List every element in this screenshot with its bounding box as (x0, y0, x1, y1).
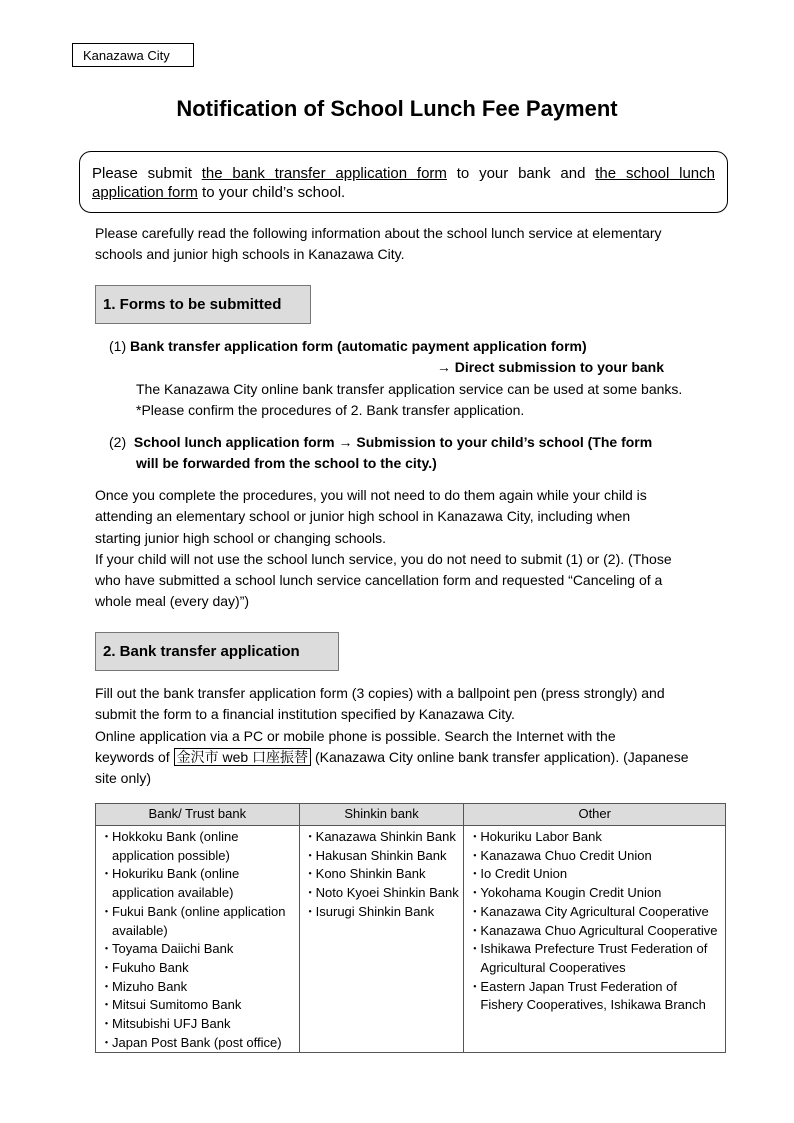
shinkin-column (299, 826, 464, 1053)
section-1-heading (95, 285, 311, 324)
bank-name: Fukuho Bank (112, 959, 189, 975)
item-1-number: (1) (109, 338, 127, 354)
bank-name: Io Credit Union (480, 866, 568, 882)
item-1-arrow: → Direct submission to your bank (436, 359, 664, 376)
item-2-line-2: will be forwarded from the school to the city.) (136, 455, 437, 472)
column-header-bank: Bank/ Trust bank (96, 804, 300, 826)
bank-name: Isurugi Shinkin Bank (315, 903, 435, 919)
bank-name: Noto Kyoei Shinkin Bank (315, 885, 459, 901)
bullet-icon: ・ (100, 903, 114, 919)
city-label-box (72, 43, 194, 67)
bank-list-item (304, 884, 460, 903)
bank-list-item (100, 865, 295, 902)
bank-name: Kanazawa Shinkin Bank (315, 829, 456, 844)
bullet-icon: ・ (468, 829, 482, 844)
bank-name: Hokuriku Bank (online application available) (112, 866, 240, 901)
bullet-icon: ・ (468, 866, 482, 882)
intro-paragraph (95, 223, 735, 266)
bank-name: Mizuho Bank (112, 978, 188, 994)
bullet-icon: ・ (468, 847, 482, 863)
table-header-row (96, 804, 726, 826)
item-2-number: (2) (109, 434, 127, 450)
column-header-other: Other (464, 804, 726, 826)
intro-line-2: schools and junior high schools in Kanazawa City. (95, 246, 405, 263)
bank-name: Eastern Japan Trust Federation of Fishery Cooperatives, Ishikawa Branch (480, 978, 706, 1013)
s1-para-line: If your child will not use the school lunch service, you do not need to submit (1) or (2). (Those (95, 550, 672, 567)
bullet-icon: ・ (100, 1016, 114, 1032)
notice-text-3: to your child’s school. (197, 184, 346, 201)
bullet-icon: ・ (303, 885, 317, 901)
bullet-icon: ・ (303, 847, 317, 863)
bullet-icon: ・ (468, 941, 482, 957)
bank-name: Hakusan Shinkin Bank (315, 847, 447, 863)
section-1-paragraph (95, 485, 735, 613)
intro-line-1: Please carefully read the following information about the school lunch service at elementary (95, 225, 662, 241)
bank-list-item (100, 903, 295, 940)
bank-name: Hokkoku Bank (online application possible) (112, 829, 239, 863)
section-2-heading-text: 2. Bank transfer application (103, 643, 300, 660)
bullet-icon: ・ (468, 978, 482, 994)
financial-institutions-table (95, 803, 726, 1053)
item-2-line-1: School lunch application form → Submission to your child’s school (The form (133, 434, 653, 450)
item-1-line-2: *Please confirm the procedures of 2. Bank transfer application. (136, 401, 525, 418)
bank-list-item (100, 996, 295, 1015)
bullet-icon: ・ (303, 829, 317, 844)
other-column (464, 826, 726, 1053)
s1-para-line: attending an elementary school or junior high school in Kanazawa City, including when (95, 508, 631, 525)
notice-box (79, 151, 728, 213)
s1-para-line: Once you complete the procedures, you will not need to do them again while your child is (95, 487, 647, 503)
item-1-line-1: The Kanazawa City online bank transfer application service can be used at some banks. (136, 380, 683, 397)
bank-name: Hokuriku Labor Bank (480, 829, 602, 844)
bank-name: Fukui Bank (online application available) (112, 903, 286, 938)
bank-list-item (468, 978, 721, 1015)
bullet-icon: ・ (468, 922, 482, 938)
s2-para-last: site only) (95, 770, 152, 787)
bullet-icon: ・ (100, 1034, 114, 1050)
bank-name: Kanazawa City Agricultural Cooperative (480, 903, 709, 919)
notice-text-2: to your bank and (446, 165, 596, 182)
bullet-icon: ・ (100, 941, 114, 957)
notice-underline-lunch-form: the school lunch application form (92, 165, 715, 201)
bank-list-item (468, 828, 721, 847)
bank-name: Mitsubishi UFJ Bank (112, 1016, 231, 1032)
bank-list-item (468, 847, 721, 866)
bullet-icon: ・ (100, 829, 114, 844)
keyword-suffix: (Kanazawa City online bank transfer application). (Japanese (311, 748, 689, 765)
bank-list-item (468, 903, 721, 922)
bullet-icon: ・ (468, 903, 482, 919)
bank-list-item (100, 940, 295, 959)
section-1-heading-text: 1. Forms to be submitted (103, 296, 282, 313)
s2-keyword-line (95, 747, 735, 768)
s2-para-line: Online application via a PC or mobile phone is possible. Search the Internet with the (95, 727, 616, 744)
page-title: Notification of School Lunch Fee Payment (176, 96, 618, 121)
bank-name: Mitsui Sumitomo Bank (112, 997, 242, 1013)
bank-list-item (100, 959, 295, 978)
bank-name: Kanazawa Chuo Agricultural Cooperative (480, 922, 718, 938)
bullet-icon: ・ (303, 903, 317, 919)
section-2-heading (95, 632, 339, 671)
item-1-title: Bank transfer application form (automatic payment application form) (130, 338, 587, 354)
bullet-icon: ・ (468, 885, 482, 901)
section-1-item-1 (109, 336, 709, 421)
section-2-paragraph (95, 683, 735, 789)
bullet-icon: ・ (100, 978, 114, 994)
notice-underline-bank-form: the bank transfer application form (201, 165, 447, 182)
bank-name: Japan Post Bank (post office) (112, 1034, 282, 1050)
search-keyword-box: 金沢市 web 口座振替 (174, 748, 311, 766)
s1-para-line: starting junior high school or changing schools. (95, 529, 387, 546)
bank-name: Kanazawa Chuo Credit Union (480, 847, 652, 863)
section-1-item-2 (109, 432, 729, 475)
bank-list-item (100, 1034, 295, 1053)
table-row (96, 826, 726, 1053)
s2-para-line: submit the form to a financial institution specified by Kanazawa City. (95, 706, 515, 723)
bullet-icon: ・ (100, 866, 114, 882)
bank-list-item (100, 1015, 295, 1034)
bank-name: Ishikawa Prefecture Trust Federation of Agricultural Cooperatives (480, 941, 708, 975)
bank-list-item (304, 828, 460, 847)
bank-list-item (468, 884, 721, 903)
notice-text-1: Please submit (92, 165, 202, 182)
keyword-prefix: keywords of (95, 748, 174, 765)
bank-list-item (100, 828, 295, 865)
bank-column (96, 826, 300, 1053)
bank-list-item (468, 865, 721, 884)
bullet-icon: ・ (100, 959, 114, 975)
s2-para-line: Fill out the bank transfer application form (3 copies) with a ballpoint pen (press strongly) and (95, 685, 665, 701)
bank-list-item (304, 903, 460, 922)
bank-list-item (100, 978, 295, 997)
s1-para-line: whole meal (every day)”) (95, 593, 250, 610)
bank-list-item (304, 865, 460, 884)
bank-list-item (304, 847, 460, 866)
bullet-icon: ・ (303, 866, 317, 882)
bank-list-item (468, 940, 721, 977)
bank-list-item (468, 922, 721, 941)
bank-name: Yokohama Kougin Credit Union (480, 885, 662, 901)
city-label: Kanazawa City (83, 48, 170, 63)
s1-para-line: who have submitted a school lunch service cancellation form and requested “Canceling of a (95, 572, 663, 589)
bank-name: Kono Shinkin Bank (315, 866, 426, 882)
column-header-shinkin: Shinkin bank (299, 804, 464, 826)
bank-name: Toyama Daiichi Bank (112, 941, 234, 957)
bullet-icon: ・ (100, 997, 114, 1013)
